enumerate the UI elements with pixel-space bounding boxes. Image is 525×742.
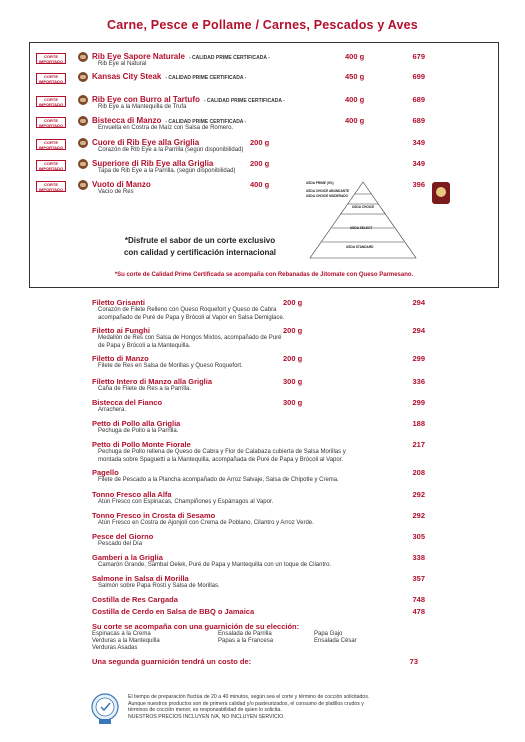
pyramid-label-choice-moderado: USDA CHOICE MODERADO [306,194,349,198]
menu-item-name: Filetto Grisanti [92,298,145,307]
imported-cut-tag: CORTE IMPORTADO [36,73,66,84]
menu-item-price: 292 [412,511,425,520]
menu-item-description: Corazón de Filete Relleno con Queso Roquefort y Queso de Cabra acompañado de Puré de Papa y Brócoli al Vapor en Salsa Demiglace. [98,307,285,321]
prime-cut-description: Vacío de Res [98,189,134,195]
menu-item-name: Tonno Fresco in Crosta di Sesamo [92,511,216,520]
beef-icon [78,72,88,82]
menu-item-name: Bistecca del Fianco [92,398,163,407]
menu-item-description: Caña de Filete de Res a la Parrilla. [98,386,192,392]
prime-cut-price: 396 [412,180,425,189]
menu-item-name: Pesce del Giorno [92,532,154,541]
prime-cut-weight: 400 g [345,95,365,104]
pyramid-label-prime: USDA PRIME (3%) [306,181,334,185]
box-footer-note: *Su corte de Calidad Prime Certificada se acompaña con Rebanadas de Jitomate con Queso Parmesano. [114,272,414,278]
menu-item-weight: 200 g [283,354,303,363]
disclaimer-line: términos de cocción menor, es responsabilidad de quien lo solicita. [128,707,282,713]
prime-cut-price: 689 [412,95,425,104]
menu-item-description: Atún Fresco con Espinacas, Champiñones y Espárragos al Vapor. [98,499,274,505]
imported-cut-tag: CORTE IMPORTADO [36,53,66,64]
prime-cut-description: Envuelta en Costra de Maíz con Salsa de Romero. [98,125,234,131]
menu-item-name: Gamberi a la Griglia [92,553,163,562]
imported-cut-tag: CORTE IMPORTADO [36,117,66,128]
menu-item-price: 208 [412,468,425,477]
second-side-label: Una segunda guarnición tendrá un costo de: [92,657,252,666]
menu-item-price: 294 [412,298,425,307]
menu-item-price: 478 [412,607,425,616]
menu-item-price: 299 [412,398,425,407]
side-option: Papas a la Francesa [218,638,274,644]
beef-icon [78,116,88,126]
prime-cut-description: Rib Eye a la Mantequilla de Trufa [98,104,187,110]
beef-icon [78,180,88,190]
side-option: Ensalada de Parrilla [218,631,272,637]
pyramid-label-choice-abundante: USDA CHOICE ABUNDANTE [306,189,350,193]
prime-cut-name: Superiore di Rib Eye alla Griglia [92,159,214,168]
side-option: Espinacas a la Crema [92,631,151,637]
prime-cut-weight: 200 g [250,159,270,168]
beef-icon [78,52,88,62]
prime-seal-icon [432,182,450,204]
menu-item-description: Salmón sobre Papa Rosti y Salsa de Morillas. [98,583,220,589]
exclusive-note-line2: con calidad y certificación internacional [123,248,277,257]
menu-item-description: Pechuga de Pollo rellena de Queso de Cabra y Flor de Calabaza cubierta de Salsa Morillas y montada sobre Spaguetti a la Mantequilla, acompañada de Puré de Papa y Brócoli al Vapor. [98,449,346,463]
menu-item-description: Camarón Grande, Sambal Oelek, Puré de Papa y Mantequilla con un toque de Cilantro. [98,562,332,568]
menu-item-description: Pechuga de Pollo a la Parrilla. [98,428,179,434]
menu-item-name: Pagello [92,468,119,477]
beef-icon [78,159,88,169]
menu-item-price: 217 [412,440,425,449]
prime-cut-description: Rib Eye al Natural [98,61,147,67]
exclusive-note-line1: *Disfrute el sabor de un corte exclusivo [124,236,276,245]
imported-cut-tag: CORTE IMPORTADO [36,160,66,171]
menu-item-name: Filetto di Manzo [92,354,149,363]
disclaimer-line: Aunque nuestros productos son de primera calidad y/o pasteurizados, el consumo de platillos crudos y [128,700,364,707]
prime-cut-name: Rib Eye con Burro al Tartufo - CALIDAD PRIME CERTIFICADA - [92,95,285,104]
prime-cut-price: 699 [412,72,425,81]
menu-item-price: 748 [412,595,425,604]
menu-item-description: Filete de Res en Salsa de Morillas y Queso Roquefort. [98,363,243,369]
menu-item-price: 294 [412,326,425,335]
prime-cut-weight: 400 g [250,180,270,189]
menu-item-name: Tonno Fresco alla Alfa [92,490,172,499]
menu-item-price: 299 [412,354,425,363]
prime-cut-weight: 450 g [345,72,365,81]
menu-item-price: 305 [412,532,425,541]
menu-item-name: Filetto ai Funghi [92,326,150,335]
prime-cut-description: Tapa de Rib Eye a la Parrilla. (según disponibilidad) [98,168,236,174]
safety-seal-icon [90,692,120,726]
menu-item-description: Filete de Pescado a la Plancha acompañado de Arroz Salvaje, Salsa de Chipotle y Crema. [98,477,339,483]
menu-item-price: 188 [412,419,425,428]
side-option: Verduras a la Mantequilla [92,638,160,644]
menu-item-weight: 200 g [283,326,303,335]
menu-item-description: Arrachera. [98,407,127,413]
imported-cut-tag: CORTE IMPORTADO [36,139,66,150]
menu-item-name: Costilla de Res Cargada [92,595,178,604]
prime-cut-price: 349 [412,159,425,168]
menu-item-weight: 300 g [283,377,303,386]
imported-cut-tag: CORTE IMPORTADO [36,181,66,192]
prime-cut-name: Bistecca di Manzo - CALIDAD PRIME CERTIFICADA - [92,116,247,125]
disclaimer [128,694,458,720]
prime-cut-weight: 400 g [345,52,365,61]
menu-item-name: Filetto Intero di Manzo alla Griglia [92,377,213,386]
beef-icon [78,138,88,148]
side-option: Ensalada César [314,638,357,644]
pyramid-label-standard: USDA STANDARD [346,245,374,249]
prime-cut-price: 679 [412,52,425,61]
menu-item-price: 357 [412,574,425,583]
menu-item-description: Pescado del Día [98,541,143,547]
prime-cut-weight: 200 g [250,138,270,147]
prime-cut-description: Corazón de Rib Eye a la Parrilla (según disponibilidad) [98,147,244,153]
menu-item-name: Costilla de Cerdo en Salsa de BBQ o Jamaica [92,607,255,616]
prime-cut-name: Vuoto di Manzo [92,180,151,189]
menu-item-name: Salmone in Salsa di Morilla [92,574,189,583]
prime-cut-name: Rib Eye Sapore Naturale - CALIDAD PRIME CERTIFICADA - [92,52,270,61]
page-title: Carne, Pesce e Pollame / Carnes, Pescados y Aves [107,18,418,32]
pyramid-label-choice: USDA CHOICE [352,205,375,209]
sides-title: Su corte se acompaña con una guarnición de su elección: [92,622,300,631]
prime-cut-weight: 400 g [345,116,365,125]
prime-cut-price: 689 [412,116,425,125]
menu-item-price: 338 [412,553,425,562]
menu-item-name: Petto di Pollo Monte Fiorale [92,440,191,449]
beef-icon [78,95,88,105]
prime-cut-name: Kansas City Steak - CALIDAD PRIME CERTIFICADA - [92,72,247,81]
prime-cut-price: 349 [412,138,425,147]
prime-cut-name: Cuore di Rib Eye alla Griglia [92,138,200,147]
menu-item-price: 292 [412,490,425,499]
disclaimer-line: El tiempo de preparación fluctúa de 20 a 40 minutos, según sea el corte y término de cocción solicitados. [128,694,370,700]
menu-item-weight: 200 g [283,298,303,307]
side-option: Papa Gajo [314,631,343,637]
disclaimer-line: NUESTROS PRECIOS INCLUYEN IVA, NO INCLUYEN SERVICIO. [128,713,285,720]
menu-item-name: Petto di Pollo alla Griglia [92,419,181,428]
second-side-price: 73 [409,657,418,666]
menu-item-weight: 300 g [283,398,303,407]
imported-cut-tag: CORTE IMPORTADO [36,96,66,107]
menu-item-price: 336 [412,377,425,386]
side-option: Verduras Asadas [92,645,138,651]
pyramid-label-select: USDA SELECT [350,226,373,230]
menu-item-description: Medallón de Res con Salsa de Hongos Mixtos, acompañado de Puré de Papa y Brócoli a la Mantequilla. [98,335,282,349]
menu-item-description: Atún Fresco en Costra de Ajonjolí con Crema de Poblano, Cilantro y Arroz Verde. [98,520,314,526]
